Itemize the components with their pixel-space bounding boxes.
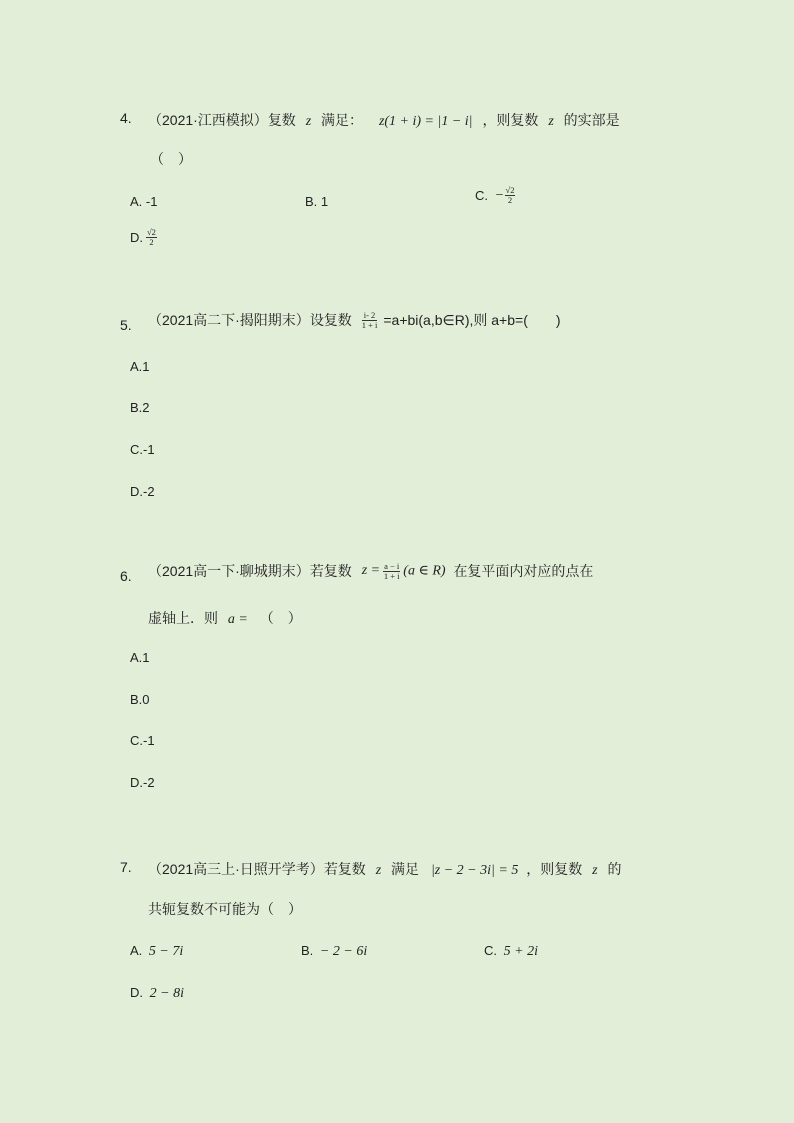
q5-option-d[interactable]: D.-2 [130, 484, 155, 499]
q6-fraction-num: a − i [384, 560, 400, 571]
q4-option-c-den: 2 [507, 195, 513, 205]
q7-stem-a: 若复数 [323, 861, 366, 877]
q5-stem-a: 设复数 [309, 312, 352, 328]
q7-option-a[interactable] [130, 943, 183, 960]
q6-stem-a: 若复数 [309, 563, 352, 579]
q6-paren: （ ） [259, 610, 302, 626]
q5-option-c[interactable]: C.-1 [130, 442, 155, 457]
q4-source: （2021·江西模拟） [148, 112, 268, 128]
q7-option-d-label: D. [130, 985, 143, 1000]
q7-stem [148, 859, 621, 879]
q6-stem-b: 在复平面内对应的点在 [453, 563, 594, 579]
q4-eq-lhs: z(1 + i) = [378, 114, 438, 129]
q4-stem-a: 复数 [267, 112, 296, 128]
q6-option-c[interactable]: C.-1 [130, 733, 155, 748]
q6-option-b[interactable]: B.0 [130, 692, 150, 707]
q5-option-a[interactable]: A.1 [130, 359, 150, 374]
q4-var-z: z [305, 114, 312, 129]
q5-number: 5. [120, 317, 132, 333]
q6-option-d[interactable]: D.-2 [130, 775, 155, 790]
q7-option-b-value: − 2 − 6i [319, 944, 368, 959]
q7-option-b-label: B. [301, 943, 314, 958]
q6-number: 6. [120, 568, 132, 584]
q5-stem [148, 310, 561, 330]
q7-var-z: z [375, 863, 382, 878]
q6-eq-lhs: z = [361, 563, 381, 578]
q5-stem-b: =a+bi(a,b∈R),则 a+b=( ) [383, 312, 561, 328]
q7-option-c[interactable] [484, 943, 538, 960]
q5-fraction-den: 1 + i [361, 319, 378, 330]
q6-fraction-den: 1 + i [383, 570, 400, 581]
q4-var-z-2: z [548, 114, 554, 129]
q7-stem-c: ，则复数 [526, 861, 583, 877]
q7-stem-b: 满足 [391, 861, 420, 877]
q5-fraction [362, 311, 378, 330]
q4-option-d-den: 2 [149, 237, 154, 247]
q7-option-b[interactable] [301, 943, 367, 960]
q4-option-c-label: C. [475, 188, 488, 203]
q7-option-c-label: C. [484, 943, 497, 958]
q4-option-d-fraction [146, 228, 157, 247]
q5-option-b[interactable]: B.2 [130, 400, 150, 415]
q7-eq: |z − 2 − 3i| = 5 [430, 863, 519, 878]
q7-number: 7. [120, 859, 132, 875]
q6-line2-a: 虚轴上．则 [148, 610, 218, 626]
q6-stem [148, 561, 593, 581]
q6-fraction [383, 562, 400, 581]
q7-option-a-label: A. [130, 943, 143, 958]
q4-option-c-num: √2 [505, 185, 515, 195]
q6-eq-a: a = [227, 612, 248, 627]
q4-paren: （ ） [150, 151, 192, 167]
q4-option-c-sign: − [495, 187, 504, 203]
q6-option-a[interactable]: A.1 [130, 650, 150, 665]
q4-number: 4. [120, 110, 132, 126]
q7-source: （2021高三上·日照开学考） [148, 861, 324, 877]
q4-stem-c: ，则复数 [482, 112, 539, 128]
q6-source: （2021高一下·聊城期末） [148, 563, 310, 579]
q7-stem-d: 的 [607, 861, 622, 877]
q4-stem-d: 的实部是 [563, 112, 620, 128]
q7-stem-line2: 共轭复数不可能为（ ） [148, 901, 302, 917]
q4-eq-abs: |1 − i| [437, 114, 473, 129]
q4-option-d-label: D. [130, 230, 143, 245]
q4-option-d[interactable] [130, 228, 160, 247]
q5-source: （2021高二下·揭阳期末） [148, 312, 310, 328]
q6-eq-cond: (a ∈ R) [403, 563, 446, 579]
q4-stem-b: 满足： [321, 112, 364, 128]
q4-option-d-num: √2 [147, 227, 156, 237]
q7-option-a-value: 5 − 7i [148, 944, 184, 959]
q4-option-c[interactable] [475, 186, 518, 205]
q4-option-a[interactable]: A. -1 [130, 194, 158, 209]
q4-option-c-fraction [505, 186, 516, 205]
q7-option-d[interactable] [130, 985, 184, 1002]
q7-var-z-2: z [592, 863, 598, 878]
q4-option-b[interactable]: B. 1 [305, 194, 329, 209]
q6-stem-line2 [148, 608, 302, 628]
q4-stem [148, 110, 620, 130]
q5-fraction-num: i- 2 [362, 311, 378, 321]
q7-option-c-value: 5 + 2i [503, 944, 538, 959]
q7-option-d-value: 2 − 8i [149, 986, 184, 1001]
